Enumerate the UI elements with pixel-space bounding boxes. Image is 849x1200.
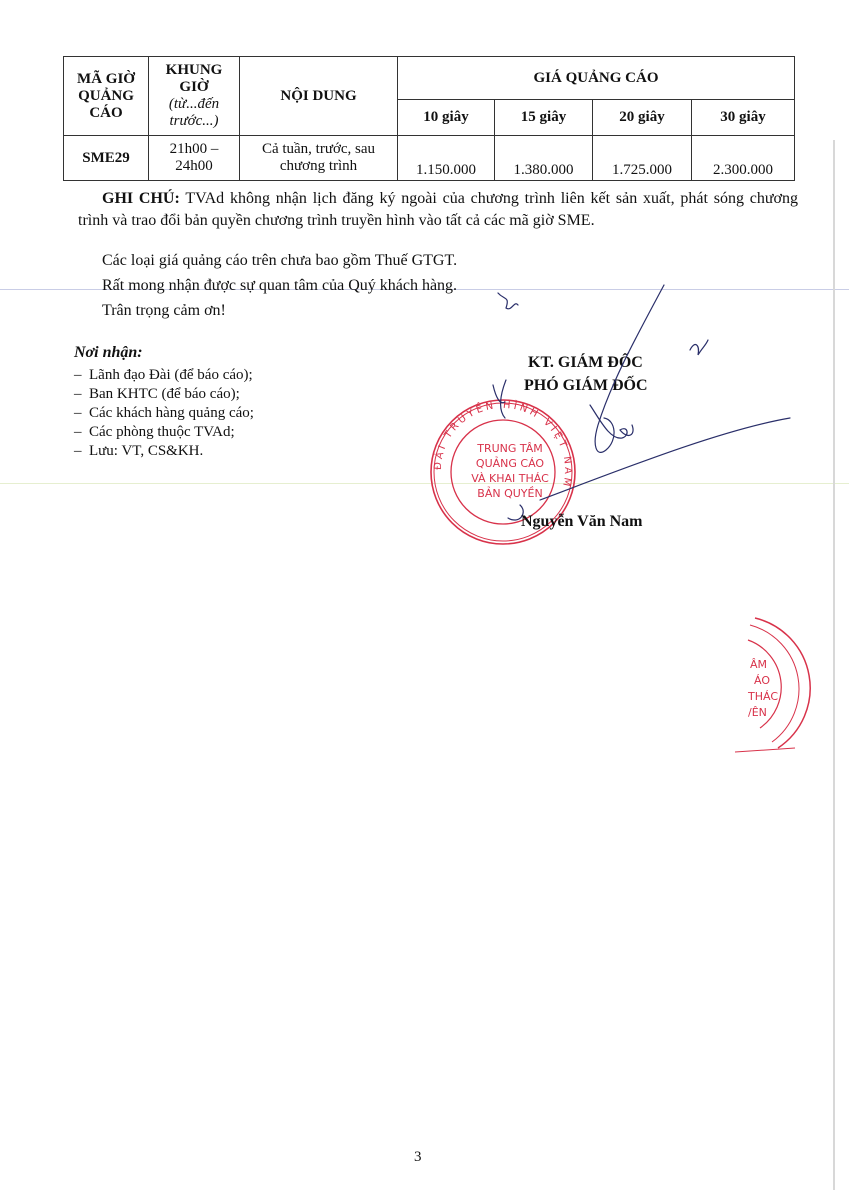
svg-text:ÂM: ÂM xyxy=(750,658,768,671)
header-duration: 20 giây xyxy=(593,100,692,136)
svg-text:/ÊN: /ÊN xyxy=(748,706,767,719)
cell-price: 1.725.000 xyxy=(593,136,692,181)
svg-text:ÁO: ÁO xyxy=(754,674,770,687)
list-item: – Các khách hàng quảng cáo; xyxy=(74,404,254,423)
cell-content: Cả tuần, trước, sau chương trình xyxy=(240,136,398,181)
stamp-ring-text: ĐÀI TRUYỀN HÌNH VIỆT NAM xyxy=(432,399,574,490)
thanks-paragraph: Trân trọng cảm ơn! xyxy=(102,302,226,319)
cell-code: SME29 xyxy=(64,136,149,181)
header-duration: 15 giây xyxy=(495,100,593,136)
partial-stamp xyxy=(735,618,810,752)
note-text: TVAd không nhận lịch đăng ký ngoài của chương trình liên kết sản xuất, phát sóng chương trình và trao đổi bản quyền chương trình truyền hình vào tất cả các mã giờ SME. xyxy=(78,190,799,229)
svg-text:THÁC: THÁC xyxy=(748,690,779,703)
list-item: – Các phòng thuộc TVAd; xyxy=(74,423,254,442)
header-duration: 30 giây xyxy=(692,100,795,136)
header-code: MÃ GIỜ QUẢNG CÁO xyxy=(64,57,149,136)
stamp-center-text: BẢN QUYỀN xyxy=(477,487,543,500)
stamp-center-text: TRUNG TÂM xyxy=(477,442,543,455)
cell-price: 1.380.000 xyxy=(495,136,593,181)
note-label: GHI CHÚ: xyxy=(102,190,180,207)
cell-price: 1.150.000 xyxy=(398,136,495,181)
cell-price: 2.300.000 xyxy=(692,136,795,181)
stamp-center-text: QUẢNG CÁO xyxy=(475,457,545,470)
partial-stamp-text xyxy=(747,658,778,719)
signature-title-2: PHÓ GIÁM ĐỐC xyxy=(524,377,648,394)
vat-paragraph: Các loại giá quảng cáo trên chưa bao gồm Thuế GTGT. xyxy=(102,252,458,269)
header-duration: 10 giây xyxy=(398,100,495,136)
signer-name: Nguyễn Văn Nam xyxy=(521,513,643,530)
list-item: – Lưu: VT, CS&KH. xyxy=(74,442,254,461)
recipients-title: Nơi nhận: xyxy=(74,344,143,361)
header-slot-sub: (từ...đến trước...) xyxy=(168,96,220,129)
header-price: GIÁ QUẢNG CÁO xyxy=(398,57,795,100)
cell-slot: 21h00 – 24h00 xyxy=(149,136,240,181)
header-slot-label: KHUNG GIỜ xyxy=(165,62,223,95)
signature-title-1: KT. GIÁM ĐỐC xyxy=(528,354,643,371)
page-number: 3 xyxy=(414,1149,422,1165)
header-content: NỘI DUNG xyxy=(240,57,398,136)
list-item: – Ban KHTC (để báo cáo); xyxy=(74,385,254,404)
stamp-center-text: VÀ KHAI THÁC xyxy=(471,472,549,485)
interest-paragraph: Rất mong nhận được sự quan tâm của Quý khách hàng. xyxy=(102,277,458,294)
list-item: – Lãnh đạo Đài (để báo cáo); xyxy=(74,366,254,385)
